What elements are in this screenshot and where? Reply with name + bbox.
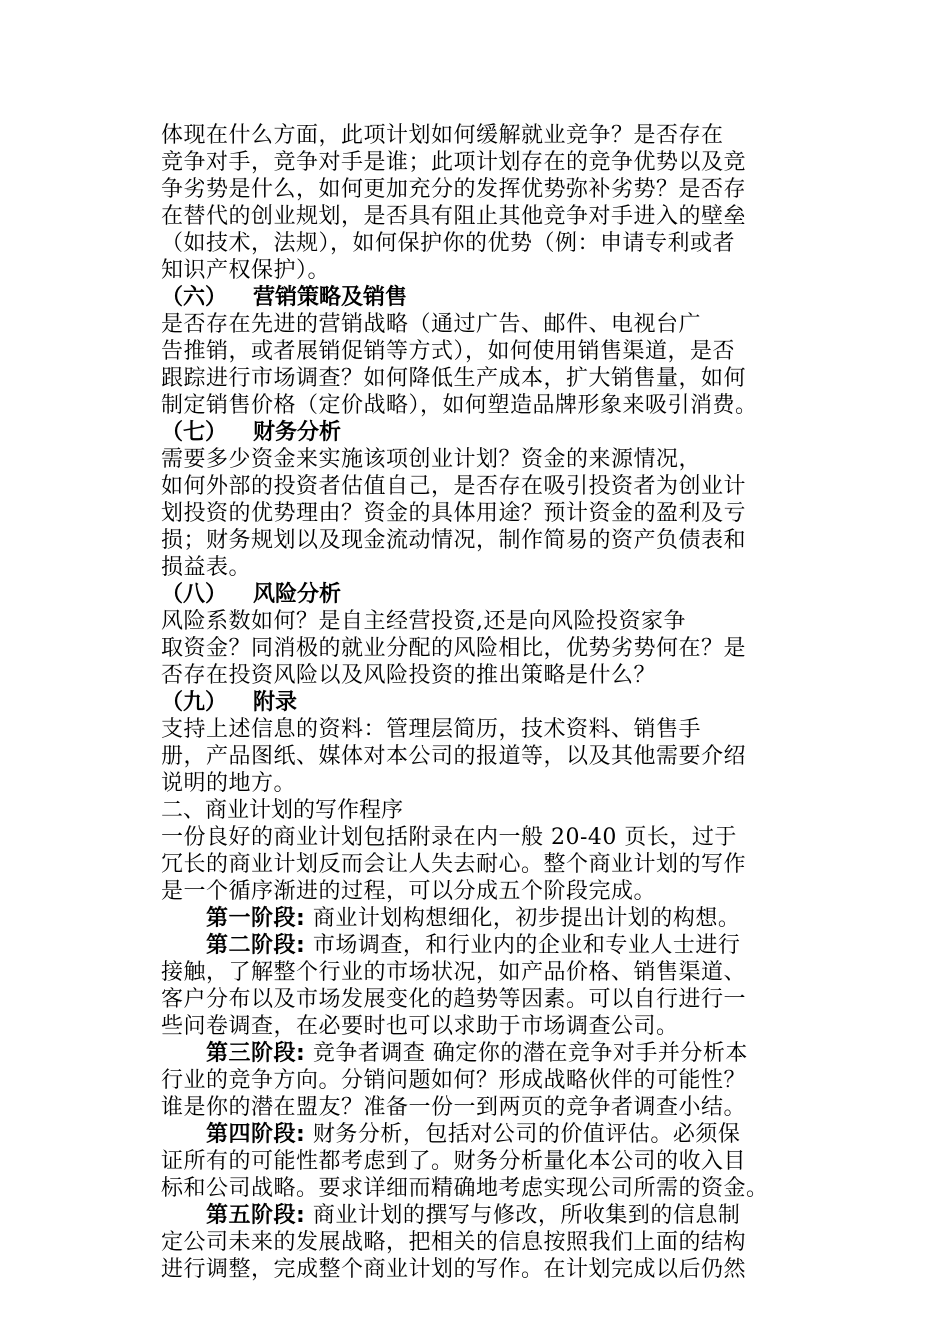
part-writing-procedure (161, 797, 789, 905)
text-line: 体现在什么方面，此项计划如何缓解就业竞争？是否存在 (161, 123, 724, 148)
text-line: 支持上述信息的资料：管理层简历，技术资料、销售手 (161, 717, 702, 742)
section-heading (161, 419, 789, 446)
text-line: 损益表。 (161, 555, 252, 580)
stage-text: 商业计划构想细化，初步提出计划的构想。 (305, 906, 741, 931)
text-line: 在替代的创业规划，是否具有阻止其他竞争对手进入的壁垒 (161, 204, 747, 229)
stage-label: 第一阶段: (206, 906, 306, 931)
text-line: 说明的地方。 (161, 771, 297, 796)
text-line: 标和公司战略。要求详细而精确地考虑实现公司所需的资金。 (161, 1176, 769, 1201)
stage-label: 第五阶段: (206, 1203, 306, 1228)
text-line: 是一个循序渐进的过程，可以分成五个阶段完成。 (161, 879, 657, 904)
part-heading: 二、商业计划的写作程序 (161, 798, 404, 823)
document-body (161, 122, 789, 1283)
stage-text: 财务分析，包括对公司的价值评估。必须保 (305, 1122, 741, 1147)
text-line: 些问卷调查，在必要时也可以求助于市场调查公司。 (161, 1014, 679, 1039)
stage-4 (161, 1121, 789, 1202)
text-line: 行业的竞争方向。分销问题如何？形成战略伙伴的可能性？ (161, 1068, 747, 1093)
stage-text: 市场调查，和行业内的企业和专业人士进行 (305, 933, 741, 958)
text-line: 制定销售价格（定价战略），如何塑造品牌形象来吸引消费。 (161, 393, 758, 418)
text-line: 进行调整，完成整个商业计划的写作。在计划完成以后仍然 (161, 1257, 747, 1282)
text-line: 否存在投资风险以及风险投资的推出策略是什么？ (161, 663, 657, 688)
section-marketing (161, 284, 789, 419)
stage-first-line (161, 905, 789, 932)
text-line: 跟踪进行市场调查？如何降低生产成本，扩大销售量，如何 (161, 366, 747, 391)
stage-2 (161, 932, 789, 1040)
section-number: （八） (161, 582, 228, 607)
section-heading (161, 284, 789, 311)
text-line: 谁是你的潜在盟友？准备一份一到两页的竞争者调查小结。 (161, 1095, 747, 1120)
section-title: 营销策略及销售 (253, 285, 408, 310)
text-line: 告推销，或者展销促销等方式），如何使用销售渠道，是否 (161, 339, 736, 364)
text-line: 冗长的商业计划反而会让人失去耐心。整个商业计划的写作 (161, 852, 747, 877)
section-heading (161, 581, 789, 608)
stage-3 (161, 1040, 789, 1121)
text-line: 损；财务规划以及现金流动情况，制作简易的资产负债表和 (161, 528, 747, 553)
section-title: 风险分析 (253, 582, 342, 607)
section-title: 财务分析 (253, 420, 342, 445)
section-finance (161, 419, 789, 581)
text-line: 取资金？同消极的就业分配的风险相比，优势劣势何在？是 (161, 636, 747, 661)
section-number: （九） (161, 690, 228, 715)
stage-1 (161, 905, 789, 932)
stage-label: 第二阶段: (206, 933, 306, 958)
stage-label: 第四阶段: (206, 1122, 306, 1147)
intro-paragraph (161, 122, 789, 284)
text-line: 竞争对手，竞争对手是谁；此项计划存在的竞争优势以及竞 (161, 150, 747, 175)
stage-first-line (161, 1202, 789, 1229)
stage-text: 竞争者调查 确定你的潜在竞争对手并分析本 (305, 1041, 748, 1066)
text-line: 客户分布以及市场发展变化的趋势等因素。可以自行进行一 (161, 987, 747, 1012)
section-number: （七） (161, 420, 228, 445)
section-title: 附录 (253, 690, 298, 715)
stage-first-line (161, 932, 789, 959)
section-heading (161, 689, 789, 716)
stage-label: 第三阶段: (206, 1041, 306, 1066)
stage-text: 商业计划的撰写与修改，所收集到的信息制 (305, 1203, 741, 1228)
stage-first-line (161, 1121, 789, 1148)
section-risk (161, 581, 789, 689)
stage-first-line (161, 1040, 789, 1067)
text-line: 划投资的优势理由？资金的具体用途？预计资金的盈利及亏 (161, 501, 747, 526)
stage-5 (161, 1202, 789, 1283)
text-line: 接触，了解整个行业的市场状况，如产品价格、销售渠道、 (161, 960, 747, 985)
text-line: 是否存在先进的营销战略（通过广告、邮件、电视台广 (161, 312, 702, 337)
text-line: 如何外部的投资者估值自己，是否存在吸引投资者为创业计 (161, 474, 747, 499)
text-line: 知识产权保护）。 (161, 258, 331, 283)
text-line: 定公司未来的发展战略，把相关的信息按照我们上面的结构 (161, 1230, 747, 1255)
section-number: （六） (161, 285, 228, 310)
text-line: 争劣势是什么，如何更加充分的发挥优势弥补劣势？是否存 (161, 177, 747, 202)
text-line: 册，产品图纸、媒体对本公司的报道等，以及其他需要介绍 (161, 744, 747, 769)
text-line: 风险系数如何？是自主经营投资,还是向风险投资家争 (161, 609, 686, 634)
text-line: 一份良好的商业计划包括附录在内一般 20-40 页长，过于 (161, 825, 737, 850)
text-line: 需要多少资金来实施该项创业计划？资金的来源情况， (161, 447, 702, 472)
text-line: 证所有的可能性都考虑到了。财务分析量化本公司的收入目 (161, 1149, 747, 1174)
text-line: （如技术，法规），如何保护你的优势（例：申请专利或者 (161, 231, 736, 256)
section-appendix (161, 689, 789, 797)
